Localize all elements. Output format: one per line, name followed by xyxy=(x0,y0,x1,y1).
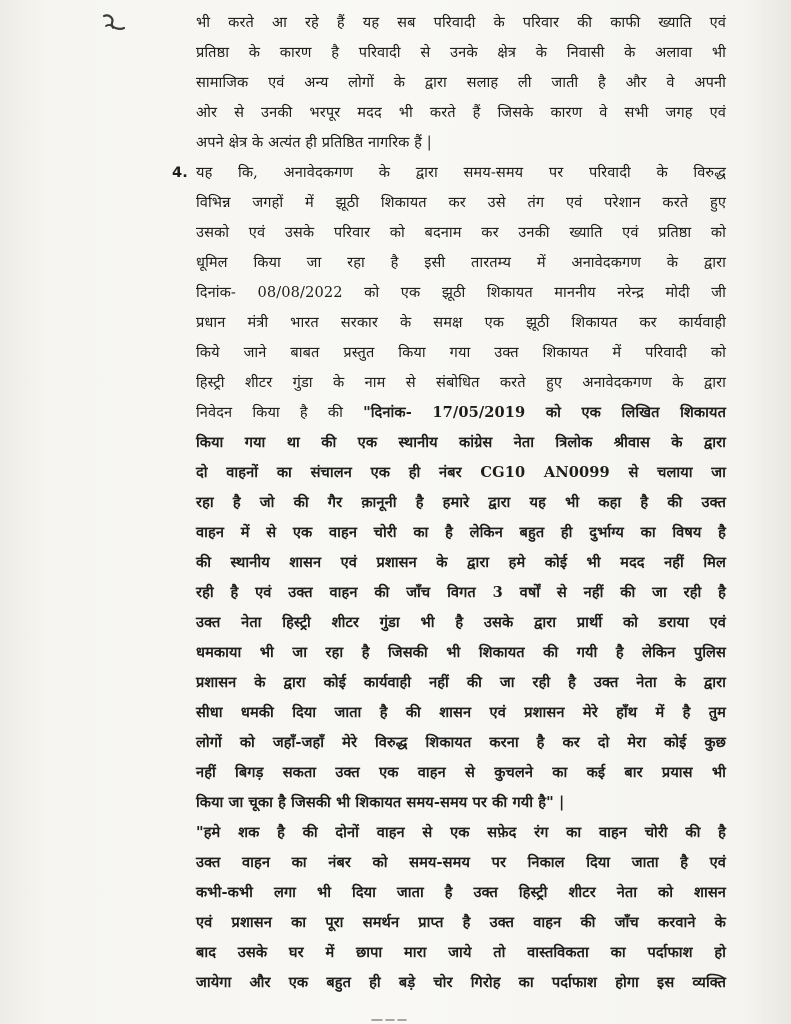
quoted-text: "दिनांक- 17/05/2019 को एक लिखित शिकायत xyxy=(363,404,726,421)
text-line: यह कि, अनावेदकगण के द्वारा समय-समय पर परिवादी के विरुद्ध xyxy=(196,164,726,181)
quoted-line: एवं प्रशासन का पूरा समर्थन प्राप्त है उक्त वाहन की जाँच करवाने के xyxy=(196,914,726,931)
paragraph-number: 4. xyxy=(172,164,188,181)
text-line: अपने क्षेत्र के अत्यंत ही प्रतिष्ठित नागरिक हैं | xyxy=(196,134,432,151)
quoted-line: उक्त नेता हिस्ट्री शीटर गुंडा भी है उसके द्वारा प्रार्थी को डराया एवं xyxy=(196,614,726,631)
quoted-line: किया गया था की एक स्थानीय कांग्रेस नेता त्रिलोक श्रीवास के द्वारा xyxy=(196,434,726,451)
text-line: उसको एवं उसके परिवार को बदनाम कर उनकी ख्याति एवं प्रतिष्ठा को xyxy=(196,224,726,241)
text-line: किये जाने बाबत प्रस्तुत किया गया उक्त शिकायत में परिवादी को xyxy=(196,344,726,361)
text-line: ओर से उनकी भरपूर मदद भी करते हैं जिसके कारण वे सभी जगह एवं xyxy=(196,104,726,121)
quoted-line: रही है एवं उक्त वाहन की जाँच विगत 3 वर्षों से नहीं की जा रही है xyxy=(196,584,726,601)
quoted-line: कभी-कभी लगा भी दिया जाता है उक्त हिस्ट्री शीटर नेता को शासन xyxy=(196,884,726,901)
paragraph-4 xyxy=(172,158,726,998)
document-body xyxy=(172,8,726,998)
quoted-line: उक्त वाहन का नंबर को समय-समय पर निकाल दिया जाता है एवं xyxy=(196,854,726,871)
quoted-line: जायेगा और एक बहुत ही बड़े चोर गिरोह का पर्दाफाश होगा इस व्यक्ति xyxy=(196,974,726,991)
quoted-line: धमकाया भी जा रहा है जिसकी भी शिकायत की गयी है लेकिन पुलिस xyxy=(196,644,726,661)
text-line xyxy=(196,398,726,428)
text-line: हिस्ट्री शीटर गुंडा के नाम से संबोधित करते हुए अनावेदकगण के द्वारा xyxy=(196,374,726,391)
quoted-line: बाद उसके घर में छापा मारा जाये तो वास्तविकता का पर्दाफाश हो xyxy=(196,944,726,961)
quote-intro: निवेदन किया है की xyxy=(196,404,364,421)
quoted-line: नहीं बिगड़ सकता उक्त एक वाहन से कुचलने का कई बार प्रयास भी xyxy=(196,764,726,781)
text-line: प्रतिष्ठा के कारण है परिवादी से उनके क्षेत्र के निवासी के अलावा भी xyxy=(196,44,726,61)
text-line: भी करते आ रहे हैं यह सब परिवादी के परिवार की काफी ख्याति एवं xyxy=(196,14,726,31)
quoted-line: लोगों को जहाँ-जहाँ मेरे विरुद्ध शिकायत करना है कर दो मेरा कोई कुछ xyxy=(196,734,726,751)
page-footer-mark-icon xyxy=(370,1014,410,1024)
text-line: प्रधान मंत्री भारत सरकार के समक्ष एक झूठी शिकायत कर कार्यवाही xyxy=(196,314,726,331)
quoted-line: वाहन में से एक वाहन चोरी का है लेकिन बहुत ही दुर्भाग्य का विषय है xyxy=(196,524,726,541)
text-line: धूमिल किया जा रहा है इसी तारतम्य में अनावेदकगण के द्वारा xyxy=(196,254,726,271)
ink-mark-icon xyxy=(100,12,128,34)
quoted-line: प्रशासन के द्वारा कोई कार्यवाही नहीं की जा रही है उक्त नेता के द्वारा xyxy=(196,674,726,691)
text-line: विभिन्न जगहों में झूठी शिकायत कर उसे तंग एवं परेशान करते हुए xyxy=(196,194,726,211)
text-line: सामाजिक एवं अन्य लोगों के द्वारा सलाह ली जाती है और वे अपनी xyxy=(196,74,726,91)
quoted-line: "हमे शक है की दोनों वाहन से एक सफ़ेद रंग का वाहन चोरी की है xyxy=(196,824,726,841)
quoted-line: रहा है जो की गैर क़ानूनी है हमारे द्वारा यह भी कहा है की उक्त xyxy=(196,494,726,511)
quoted-line: सीधा धमकी दिया जाता है की शासन एवं प्रशासन मेरे हाँथ में है तुम xyxy=(196,704,726,721)
paragraph-continuation xyxy=(196,8,726,158)
quoted-line: किया जा चूका है जिसकी भी शिकायत समय-समय पर की गयी है" | xyxy=(196,794,565,811)
quoted-line: दो वाहनों का संचालन एक ही नंबर CG10 AN0099 से चलाया जा xyxy=(196,464,726,481)
quoted-line: की स्थानीय शासन एवं प्रशासन के द्वारा हमे कोई भी मदद नहीं मिल xyxy=(196,554,726,571)
text-line: दिनांक- 08/08/2022 को एक झूठी शिकायत माननीय नरेन्द्र मोदी जी xyxy=(196,284,726,301)
